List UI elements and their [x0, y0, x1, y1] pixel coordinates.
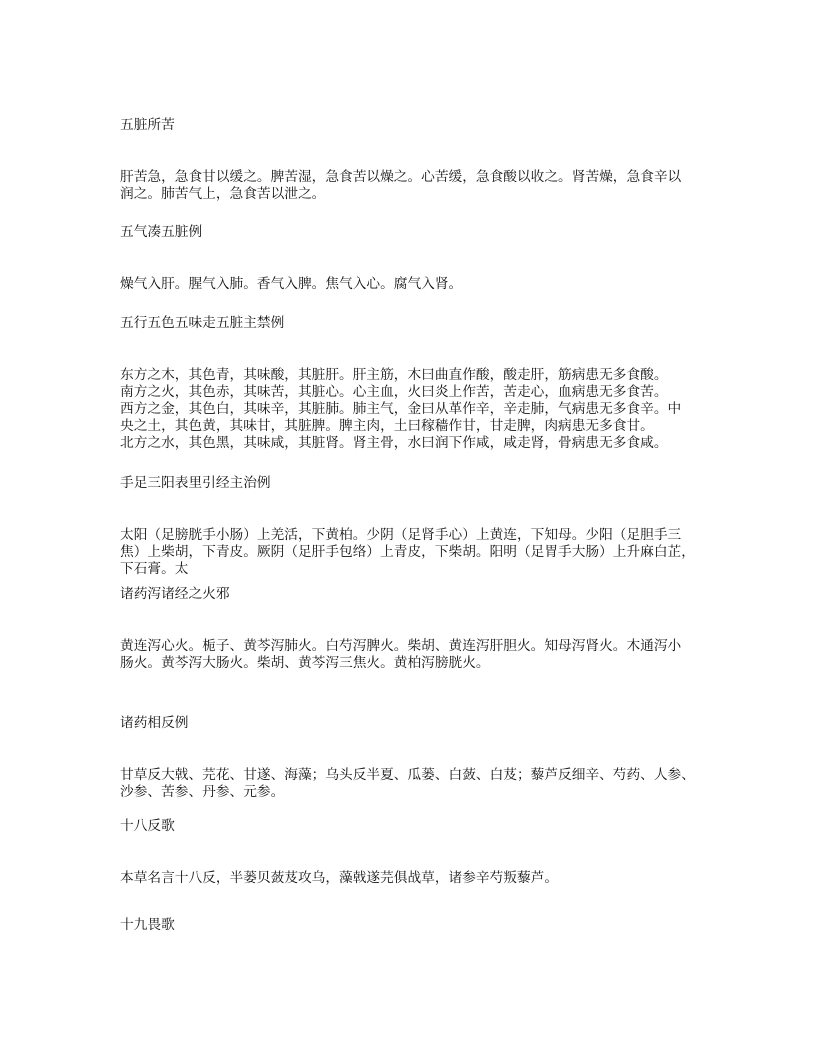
paragraph-line: 黄连泻心火。栀子、黄芩泻肺火。白芍泻脾火。柴胡、黄连泻肝胆火。知母泻肾火。木通泻小 [120, 638, 682, 654]
paragraph-line: 央之土，其色黄，其味甘，其脏脾。脾主肉，土曰稼穑作甘，甘走脾，肉病患无多食甘。 [120, 418, 654, 434]
paragraph-line: 西方之金，其色白，其味辛，其脏肺。肺主气，金曰从革作辛，辛走肺，气病患无多食辛。中 [120, 401, 682, 417]
paragraph-line: 焦）上柴胡，下青皮。厥阴（足肝手包络）上青皮，下柴胡。阳明（足胃手大肠）上升麻白芷， [120, 544, 695, 560]
paragraph-line: 肝苦急，急食甘以缓之。脾苦湿，急食苦以燥之。心苦缓，急食酸以收之。肾苦燥，急食辛以 [120, 169, 682, 185]
paragraph-line: 燥气入肝。腥气入肺。香气入脾。焦气入心。腐气入肾。 [120, 276, 463, 292]
section-paragraph [120, 527, 710, 578]
section-paragraph [120, 367, 710, 452]
paragraph-line: 润之。肺苦气上，急食苦以泄之。 [120, 186, 326, 202]
paragraph-line: 太阳（足膀胱手小肠）上羌活，下黄柏。少阴（足肾手心）上黄连，下知母。少阳（足胆手三 [120, 527, 682, 543]
section-paragraph [120, 276, 710, 293]
paragraph-line: 本草名言十八反，半蒌贝蔹芨攻乌，藻戟遂芫俱战草，诸参辛芍叛藜芦。 [120, 870, 559, 886]
section-heading: 五脏所苦 [120, 117, 175, 133]
paragraph-line: 沙参、苦参、丹参、元参。 [120, 784, 285, 800]
section-heading: 诸药相反例 [120, 715, 189, 731]
section-paragraph [120, 870, 710, 887]
section-heading: 诸药泻诸经之火邪 [120, 586, 230, 602]
section-heading: 五气凑五脏例 [120, 224, 203, 240]
paragraph-line: 东方之木，其色青，其味酸，其脏肝。肝主筋，木曰曲直作酸，酸走肝，筋病患无多食酸。 [120, 367, 668, 383]
section-paragraph [120, 169, 710, 203]
paragraph-line: 甘草反大戟、芫花、甘遂、海藻；乌头反半夏、瓜蒌、白蔹、白芨；藜芦反细辛、芍药、人参、 [120, 767, 695, 783]
paragraph-line: 北方之水，其色黑，其味咸，其脏肾。肾主骨，水曰润下作咸，咸走肾，骨病患无多食咸。 [120, 435, 668, 451]
section-paragraph [120, 638, 710, 672]
paragraph-line: 南方之火，其色赤，其味苦，其脏心。心主血，火曰炎上作苦，苦走心，血病患无多食苦。 [120, 384, 668, 400]
paragraph-line: 肠火。黄芩泻大肠火。柴胡、黄芩泻三焦火。黄柏泻膀胱火。 [120, 655, 490, 671]
section-paragraph [120, 767, 710, 801]
section-heading: 手足三阳表里引经主治例 [120, 475, 271, 491]
section-heading: 十八反歌 [120, 818, 175, 834]
paragraph-line: 下石膏。太 [120, 561, 189, 577]
section-heading: 五行五色五味走五脏主禁例 [120, 315, 285, 331]
section-heading: 十九畏歌 [120, 917, 175, 933]
